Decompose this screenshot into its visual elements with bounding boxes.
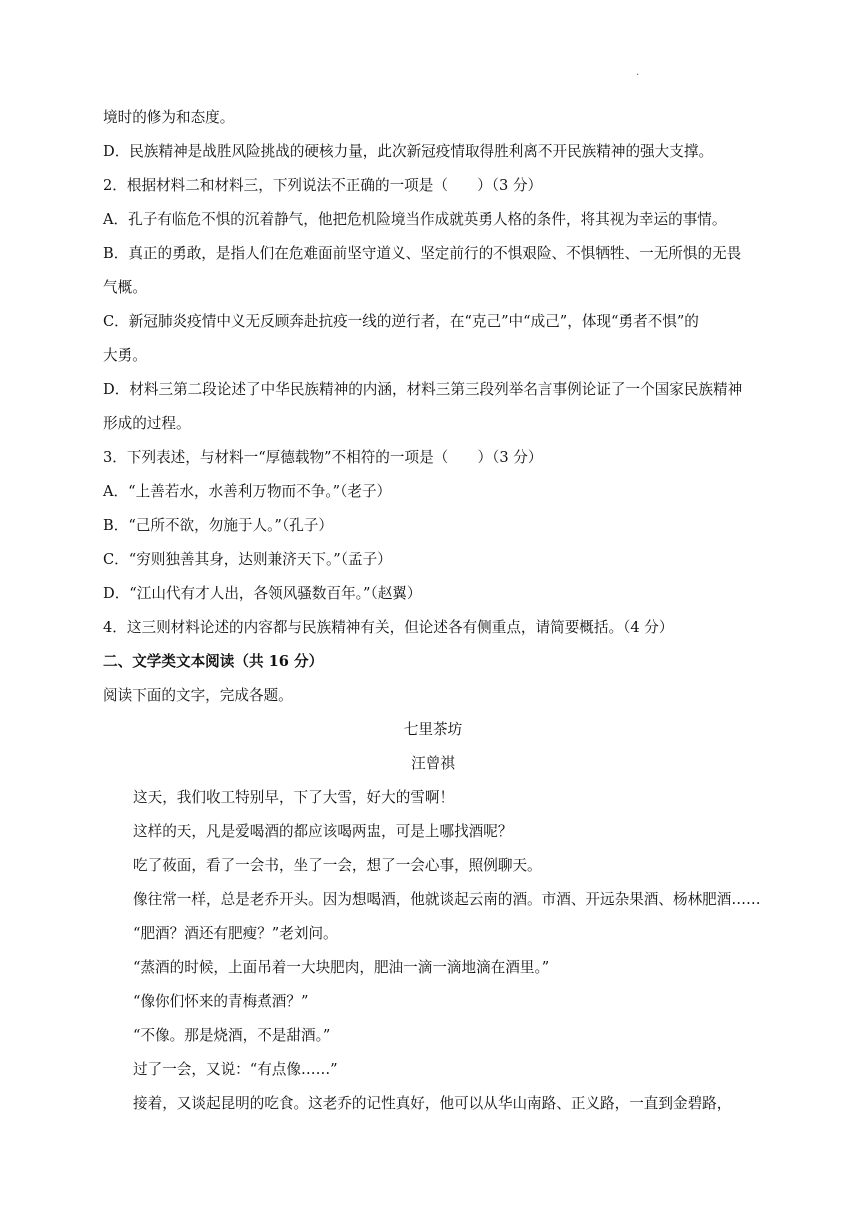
option-d: D．“江山代有才人出，各领风骚数百年。”（赵翼） [103, 585, 422, 602]
paragraph: 这样的天，凡是爱喝酒的都应该喝两盅，可是上哪找酒呢？ [133, 823, 513, 840]
text-line: 气概。 [103, 279, 147, 296]
paragraph: “不像。那是烧酒，不是甜酒。” [133, 1027, 331, 1044]
paragraph: 接着，又谈起昆明的吃食。这老乔的记性真好，他可以从华山南路、正义路，一直到金碧路， [133, 1095, 732, 1112]
question-3: 3．下列表述，与材料一“厚德载物”不相符的一项是（ ）（3 分） [103, 449, 543, 466]
option-d: D．材料三第二段论述了中华民族精神的内涵，材料三第三段列举名言事例论证了一个国家民族精神 [103, 381, 743, 398]
paragraph: 吃了莜面，看了一会书，坐了一会，想了一会心事，照例聊天。 [133, 857, 542, 874]
text-line: 大勇。 [103, 347, 147, 364]
paragraph: 过了一会，又说：“有点像……” [133, 1061, 338, 1078]
option-d: D．民族精神是战胜风险挑战的硬核力量，此次新冠疫情取得胜利离不开民族精神的强大支撑。 [103, 143, 714, 160]
paragraph: 这天，我们收工特别早，下了大雪，好大的雪啊！ [133, 789, 455, 806]
option-a: A．孔子有临危不惧的沉着静气，他把危机险境当作成就英勇人格的条件，将其视为幸运的事情。 [103, 211, 727, 228]
paragraph: “像你们怀来的青梅煮酒？” [133, 993, 309, 1010]
question-4: 4．这三则材料论述的内容都与民族精神有关，但论述各有侧重点，请简要概括。（4 分） [103, 619, 674, 636]
option-a: A．“上善若水，水善利万物而不争。”（老子） [103, 483, 392, 500]
instruction-text: 阅读下面的文字，完成各题。 [103, 687, 293, 704]
passage-title: 七里茶坊 [403, 721, 463, 738]
option-c: C．“穷则独善其身，达则兼济天下。”（孟子） [103, 551, 392, 568]
paragraph: 像往常一样，总是老乔开头。因为想喝酒，他就谈起云南的酒。市酒、开远杂果酒、杨林肥酒…… [133, 891, 761, 908]
section-heading: 二、文学类文本阅读（共 16 分） [103, 653, 324, 670]
paragraph: “肥酒？酒还有肥瘦？”老刘问。 [133, 925, 338, 942]
header-mark: · [636, 70, 640, 81]
option-b: B．真正的勇敢，是指人们在危难面前坚守道义、坚定前行的不惧艰险、不惧牺牲、一无所惧的无畏 [103, 245, 742, 262]
option-c: C．新冠肺炎疫情中义无反顾奔赴抗疫一线的逆行者，在“克己”中“成己”，体现“勇者不惧”的 [103, 313, 699, 330]
text-line: 形成的过程。 [103, 415, 191, 432]
passage-author: 汪曾祺 [411, 755, 455, 772]
question-2: 2．根据材料二和材料三，下列说法不正确的一项是（ ）（3 分） [103, 177, 543, 194]
paragraph: “蒸酒的时候，上面吊着一大块肥肉，肥油一滴一滴地滴在酒里。” [133, 959, 550, 976]
text-line: 境时的修为和态度。 [103, 109, 235, 126]
option-b: B．“己所不欲，勿施于人。”（孔子） [103, 517, 333, 534]
